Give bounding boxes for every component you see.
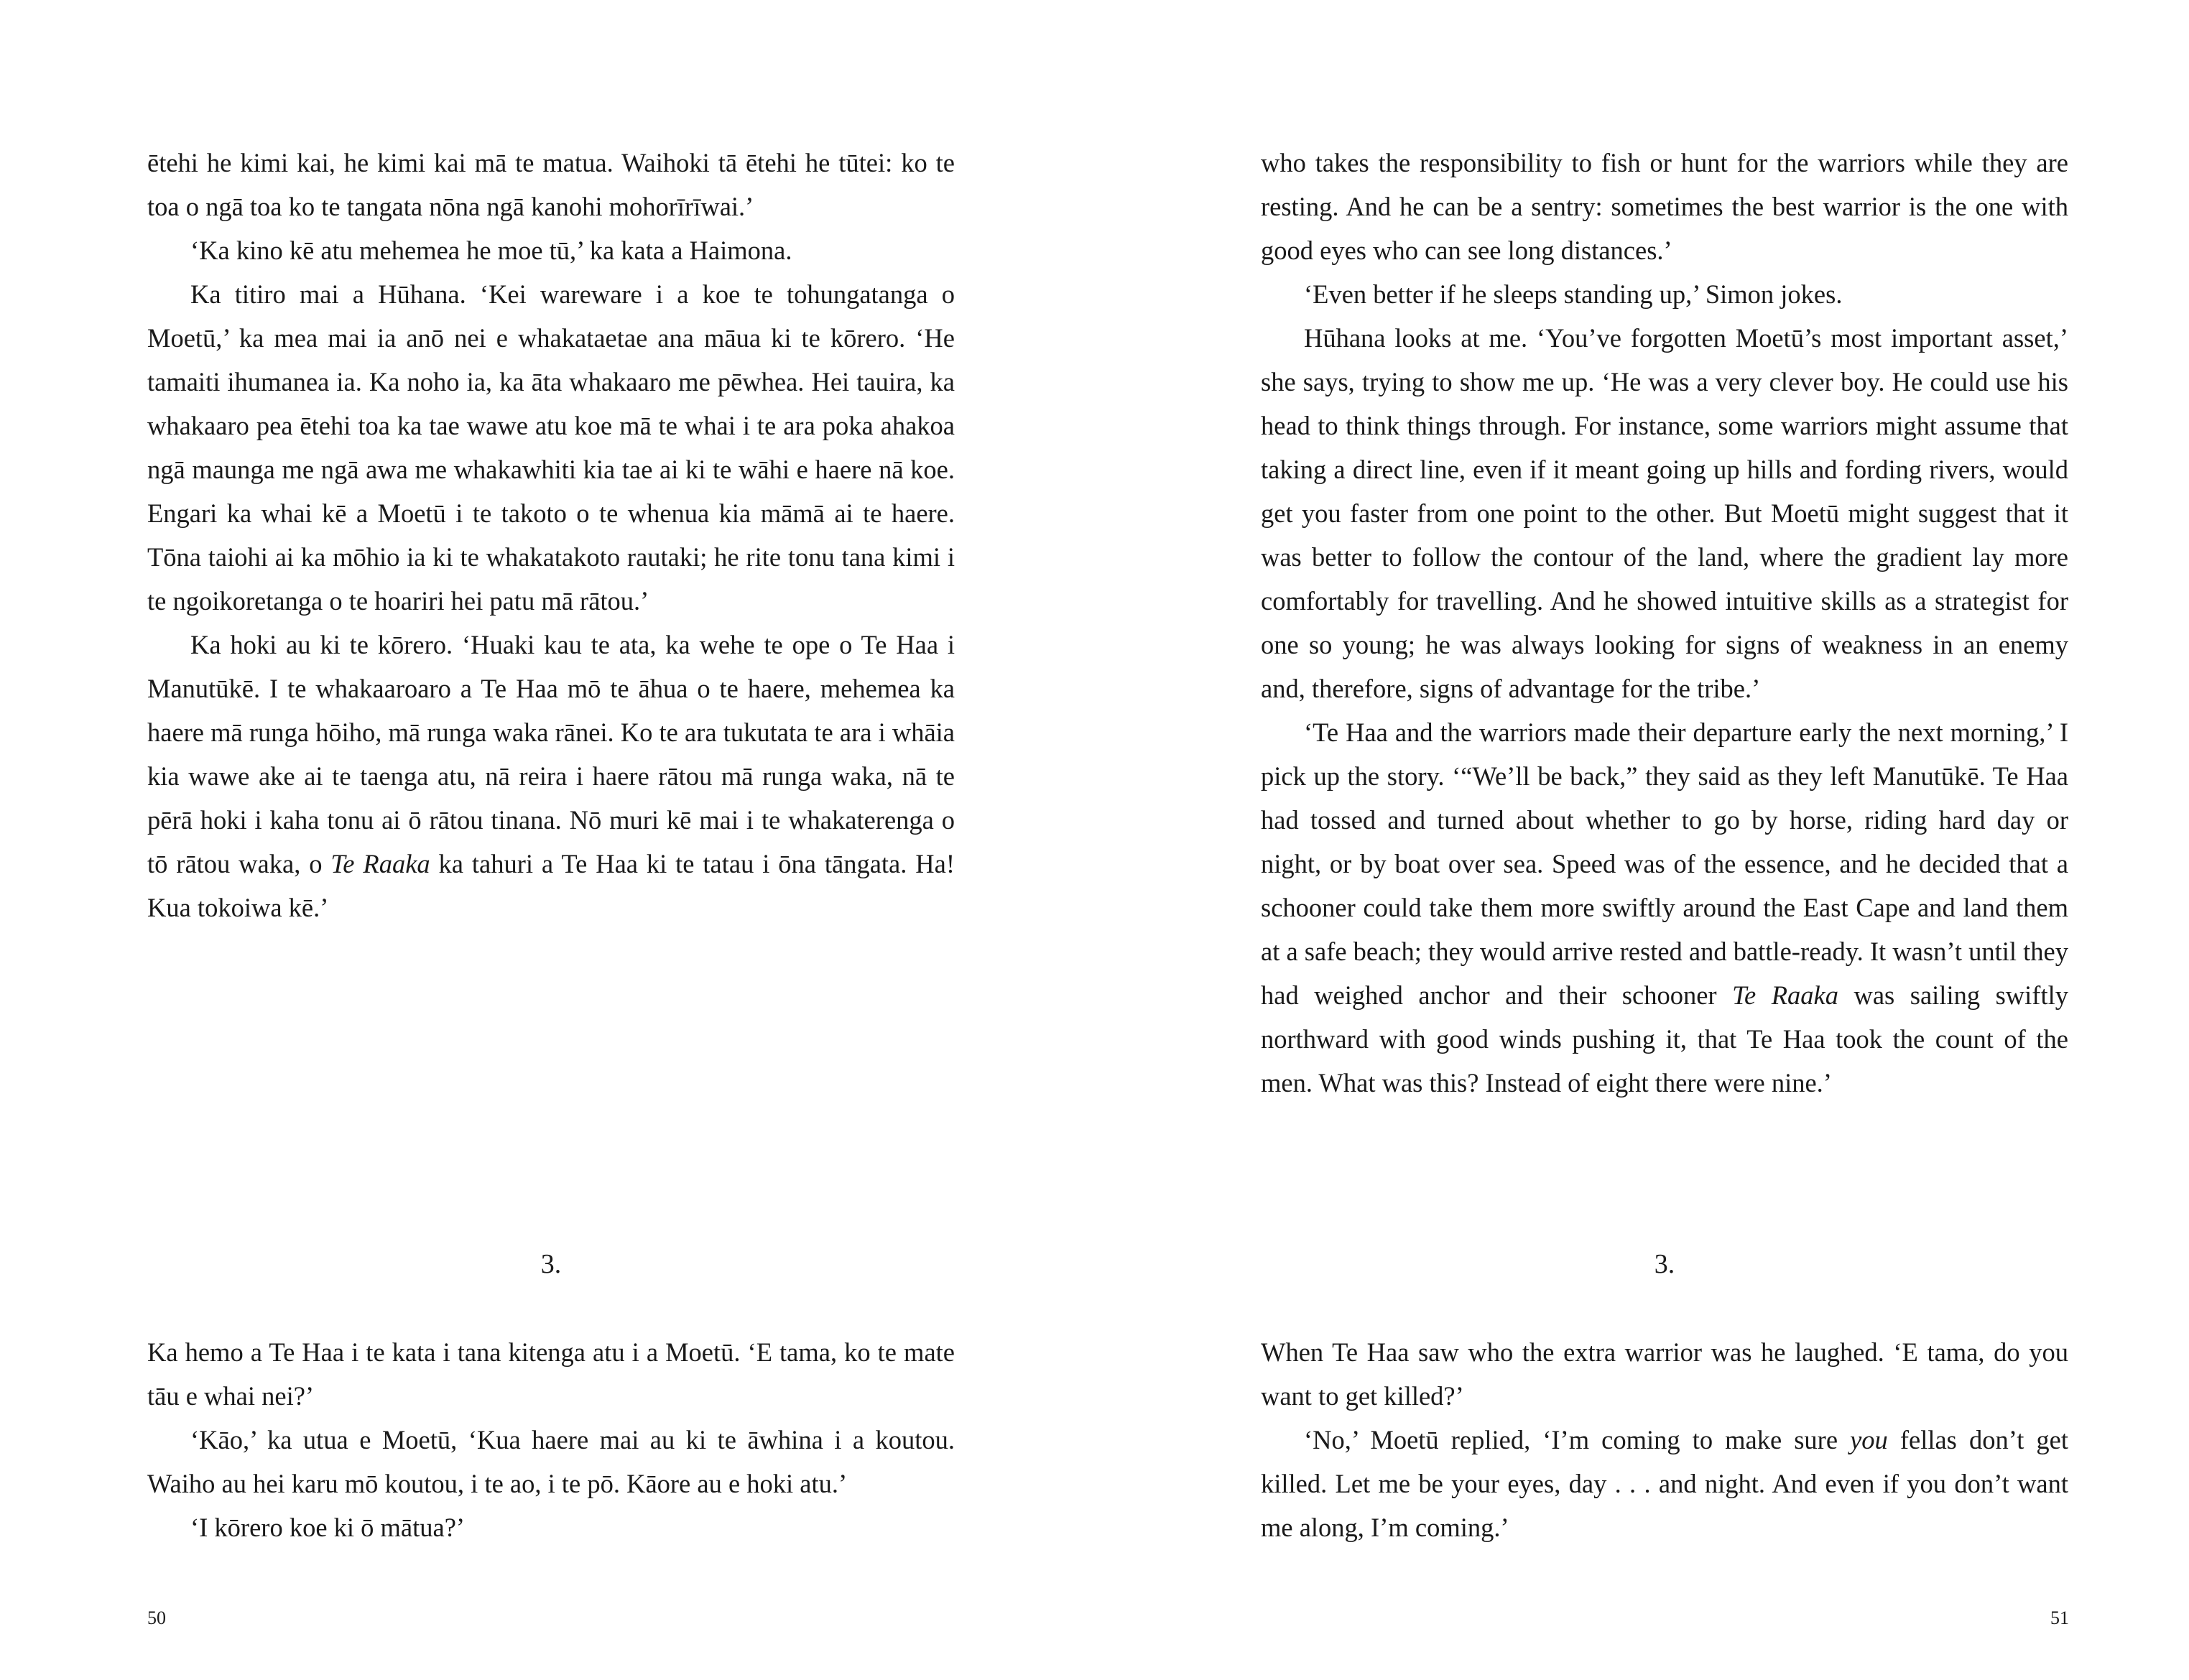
right-top-text — [1261, 141, 2068, 1105]
left-bottom-text — [147, 1330, 955, 1549]
paragraph: Ka titiro mai a Hūhana. ‘Kei wareware i a koe te tohungatanga o Moetū,’ ka mea mai ia anō nei e whakataetae ana māua ki te kōrero. ‘He tamaiti ihumanea ia. Ka noho ia, ka āta whakaaro me pēwhea. Hei tauira, ka whakaaro pea ētehi toa ka tae wawe atu koe mā te whai i te ara poka ahakoa ngā maunga me ngā awa me whakawhiti kia tae ai ki te wāhi e haere nā koe. Engari ka whai kē a Moetū i te takoto o te whenua kia māmā ai te haere. Tōna taiohi ai ka mōhio ia ki te whakatakoto rautaki; he rite tonu tana kimi i te ngoikoretanga o te hoariri hei patu mā rātou.’ — [147, 279, 955, 616]
paragraph: ‘I kōrero koe ki ō mātua?’ — [190, 1513, 466, 1542]
paragraph: Hūhana looks at me. ‘You’ve forgotten Moetū’s most important asset,’ she says, trying to show me up. ‘He was a very clever boy. He could use his head to think things through. For instance, some warriors might assume that taking a direct line, even if it meant going up hills and fording rivers, would get you faster from one point to the other. But Moetū might suggest that it was better to follow the contour of the land, where the gradient lay more comfortably for travelling. And he showed intuitive skills as a strategist for one so young; he was always looking for signs of weakness in an enemy and, therefore, signs of advantage for the tribe.’ — [1261, 323, 2068, 703]
paragraph: ‘No,’ Moetū replied, ‘I’m coming to make sure you fellas don’t get killed. Let me be your eyes, day . . . and night. And even if you don’t want me along, I’m coming.’ — [1261, 1425, 2068, 1542]
paragraph: Ka hemo a Te Haa i te kata i tana kitenga atu i a Moetū. ‘E tama, ko te mate tāu e whai nei?’ — [147, 1337, 955, 1411]
paragraph: Ka hoki au ki te kōrero. ‘Huaki kau te ata, ka wehe te ope o Te Haa i Manutūkē. I te whakaaroaro a Te Haa mō te āhua o te haere, mehemea ka haere mā runga hōiho, mā runga waka rānei. Ko te ara tukutata te ara i whāia kia wawe ake ai te taenga atu, nā reira i haere rātou mā runga waka, nā te pērā hoki i kaha tonu ai ō rātou tinana. Nō muri kē mai i te whakaterenga o tō rātou waka, o Te Raaka ka tahuri a Te Haa ki te tatau i ōna tāngata. Ha! Kua tokoiwa kē.’ — [147, 630, 955, 922]
paragraph: ‘Te Haa and the warriors made their departure early the next morning,’ I pick up the story. ‘“We’ll be back,” they said as they left Manutūkē. Te Haa had tossed and turned about whether to go by horse, riding hard day or night, or by boat over sea. Speed was of the essence, and he decided that a schooner could take them more swiftly around the East Cape and land them at a safe beach; they would arrive rested and battle-ready. It wasn’t until they had weighed anchor and their schooner Te Raaka was sailing swiftly northward with good winds pushing it, that Te Haa took the count of the men. What was this? Instead of eight there were nine.’ — [1261, 718, 2068, 1097]
right-bottom-text — [1261, 1330, 2068, 1549]
paragraph: ētehi he kimi kai, he kimi kai mā te matua. Waihoki tā ētehi he tūtei: ko te toa o ngā toa ko te tangata nōna ngā kanohi mohorīrīwai.’ — [147, 148, 955, 221]
section-number: 3. — [1654, 1249, 1675, 1279]
paragraph: ‘Even better if he sleeps standing up,’ Simon jokes. — [1304, 279, 1843, 309]
ship-name: Te Raaka — [1732, 980, 1838, 1010]
page-number: 50 — [147, 1607, 166, 1628]
left-top-text — [147, 141, 955, 929]
right-page — [1095, 0, 2189, 1680]
paragraph: who takes the responsibility to fish or hunt for the warriors while they are resting. And he can be a sentry: sometimes the best warrior is the one with good eyes who can see long distances.’ — [1261, 148, 2068, 265]
page-number: 51 — [2050, 1607, 2069, 1628]
paragraph: ‘Ka kino kē atu mehemea he moe tū,’ ka kata a Haimona. — [190, 236, 792, 265]
emphasis: you — [1850, 1425, 1888, 1454]
ship-name: Te Raaka — [330, 849, 430, 878]
left-page — [0, 0, 1094, 1680]
paragraph: When Te Haa saw who the extra warrior was he laughed. ‘E tama, do you want to get killed?’ — [1261, 1337, 2068, 1411]
paragraph: ‘Kāo,’ ka utua e Moetū, ‘Kua haere mai au ki te āwhina i a koutou. Waiho au hei karu mō koutou, i te ao, i te pō. Kāore au e hoki atu.’ — [147, 1425, 955, 1498]
section-number: 3. — [540, 1249, 562, 1279]
